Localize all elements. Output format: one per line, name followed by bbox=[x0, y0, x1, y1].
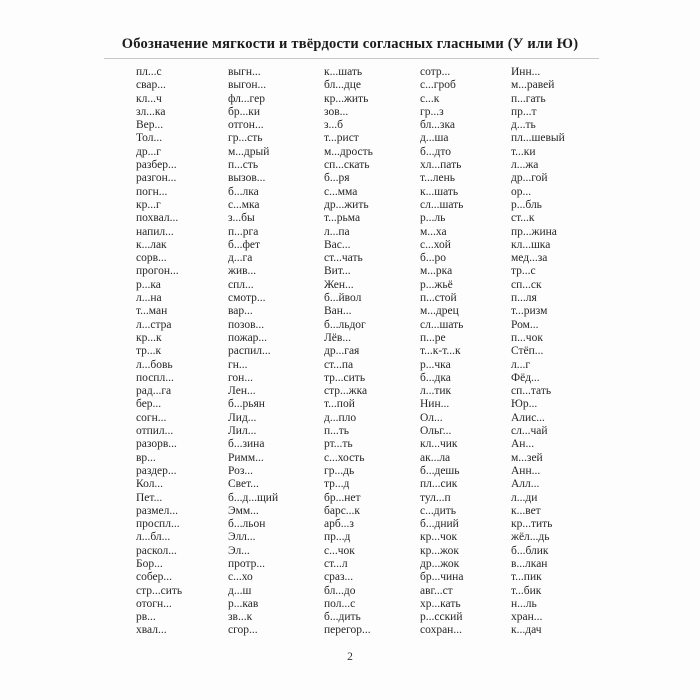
word-item: мед...за bbox=[511, 252, 548, 265]
word-item: ст...чать bbox=[324, 252, 363, 265]
word-item: Лен... bbox=[228, 385, 256, 398]
word-item: кл...шка bbox=[511, 238, 551, 251]
word-item: бл...до bbox=[324, 584, 356, 597]
word-item: р...ка bbox=[136, 278, 161, 291]
word-item: выгон... bbox=[228, 79, 267, 92]
word-column-4 bbox=[420, 66, 512, 638]
word-item: д...ть bbox=[511, 119, 536, 132]
word-item: барс...к bbox=[324, 504, 361, 517]
word-item: гон... bbox=[228, 371, 253, 384]
word-item: сп...тать bbox=[511, 385, 552, 398]
word-item: сп...скать bbox=[324, 159, 370, 172]
word-item: м...рка bbox=[420, 265, 453, 278]
word-item: разбер... bbox=[136, 159, 177, 172]
word-item: гр...дь bbox=[324, 464, 355, 477]
word-item: ст...па bbox=[324, 358, 354, 371]
word-item: кр...чок bbox=[420, 531, 458, 544]
word-item: хвал... bbox=[136, 624, 167, 637]
word-item: др...жок bbox=[420, 557, 460, 570]
word-item: раскол... bbox=[136, 544, 177, 557]
page-title: Обозначение мягкости и твёрдости согласных гласными (У или Ю) bbox=[121, 36, 579, 52]
word-item: др...гой bbox=[511, 172, 548, 185]
word-item: пл...с bbox=[136, 66, 162, 78]
word-item: сраз... bbox=[324, 571, 354, 584]
word-item: м...дрость bbox=[324, 145, 373, 158]
word-item: б...рьян bbox=[228, 398, 265, 411]
word-item: р...ль bbox=[420, 212, 446, 225]
word-item: стр...жка bbox=[324, 385, 368, 398]
word-item: Роз... bbox=[228, 464, 254, 477]
word-item: л...г bbox=[511, 358, 531, 371]
word-item: др...гая bbox=[324, 345, 360, 358]
word-item: Инн... bbox=[511, 66, 541, 78]
word-item: м...равей bbox=[511, 79, 555, 92]
word-item: Вер... bbox=[136, 119, 164, 132]
word-item: л...па bbox=[324, 225, 350, 238]
word-item: п...рга bbox=[228, 225, 259, 238]
word-item: рад...га bbox=[136, 385, 172, 398]
word-item: п...чок bbox=[511, 331, 543, 344]
word-item: п...стой bbox=[420, 292, 457, 305]
word-item: Лид... bbox=[228, 411, 257, 424]
word-item: б...дить bbox=[324, 611, 361, 624]
word-item: д...ша bbox=[420, 132, 449, 145]
word-item: бл...дце bbox=[324, 79, 362, 92]
word-item: м...дрец bbox=[420, 305, 459, 318]
word-item: раздер... bbox=[136, 464, 177, 477]
word-item: б...лка bbox=[228, 185, 259, 198]
word-item: разорв... bbox=[136, 438, 177, 451]
word-item: пожар... bbox=[228, 331, 268, 344]
word-item: в...лкан bbox=[511, 557, 548, 570]
word-item: сп...ск bbox=[511, 278, 542, 291]
word-item: кл...чик bbox=[420, 438, 458, 451]
word-item: б...дний bbox=[420, 518, 459, 531]
word-item: кр...жить bbox=[324, 92, 369, 105]
word-item: бр...ки bbox=[228, 105, 260, 118]
word-item: бр...чина bbox=[420, 571, 464, 584]
word-item: тр...к bbox=[136, 345, 162, 358]
word-item: перегор... bbox=[324, 624, 371, 637]
word-item: п...ть bbox=[324, 425, 350, 438]
word-item: Лёв... bbox=[324, 331, 351, 344]
word-item: Стёп... bbox=[511, 345, 544, 358]
word-column-5 bbox=[511, 66, 603, 638]
word-item: Бор... bbox=[136, 557, 163, 570]
word-item: б...зина bbox=[228, 438, 265, 451]
word-column-1 bbox=[136, 66, 228, 638]
word-item: кр...жок bbox=[420, 544, 459, 557]
word-column-2 bbox=[228, 66, 320, 638]
word-item: п...гать bbox=[511, 92, 546, 105]
word-item: б...льон bbox=[228, 518, 266, 531]
word-item: Жен... bbox=[324, 278, 354, 291]
word-item: Алл... bbox=[511, 478, 540, 491]
word-item: с...дить bbox=[420, 504, 457, 517]
word-item: б...ро bbox=[420, 252, 446, 265]
word-item: м...зей bbox=[511, 451, 543, 464]
word-item: Ван... bbox=[324, 305, 352, 318]
word-item: тр...с bbox=[511, 265, 536, 278]
word-item: л...тик bbox=[420, 385, 452, 398]
word-item: т...к-т...к bbox=[420, 345, 461, 358]
title-underline bbox=[104, 58, 599, 59]
word-item: б...йвол bbox=[324, 292, 362, 305]
word-item: Нин... bbox=[420, 398, 450, 411]
word-item: Ольг... bbox=[420, 425, 452, 438]
word-item: н...ль bbox=[511, 597, 537, 610]
word-item: б...дто bbox=[420, 145, 451, 158]
word-item: кр...тить bbox=[511, 518, 553, 531]
word-item: Эл... bbox=[228, 544, 250, 557]
word-item: проспл... bbox=[136, 518, 180, 531]
word-item: пл...сик bbox=[420, 478, 458, 491]
word-item: б...фет bbox=[228, 238, 261, 251]
word-item: бр...нет bbox=[324, 491, 361, 504]
word-item: т...пик bbox=[511, 571, 542, 584]
word-item: сл...шать bbox=[420, 318, 464, 331]
word-item: поспл... bbox=[136, 371, 174, 384]
word-item: т...ман bbox=[136, 305, 168, 318]
word-item: зв...к bbox=[228, 611, 253, 624]
word-item: гр...з bbox=[420, 105, 444, 118]
word-item: п...сть bbox=[228, 159, 259, 172]
word-item: зов... bbox=[324, 105, 349, 118]
word-item: сл...шать bbox=[420, 198, 464, 211]
word-item: Анн... bbox=[511, 464, 541, 477]
page-number: 2 bbox=[347, 651, 353, 663]
word-item: др...жить bbox=[324, 198, 369, 211]
word-item: Ром... bbox=[511, 318, 539, 331]
word-item: Алис... bbox=[511, 411, 545, 424]
word-item: р...кав bbox=[228, 597, 259, 610]
word-item: свар... bbox=[136, 79, 166, 92]
word-item: жёл...дь bbox=[511, 531, 550, 544]
word-item: пл...шевый bbox=[511, 132, 565, 145]
word-item: л...стра bbox=[136, 318, 172, 331]
word-item: бер... bbox=[136, 398, 162, 411]
word-item: с...чок bbox=[324, 544, 355, 557]
word-item: кр...к bbox=[136, 331, 162, 344]
word-item: арб...з bbox=[324, 518, 354, 531]
word-item: с...хой bbox=[420, 238, 451, 251]
word-item: пр...жина bbox=[511, 225, 557, 238]
word-item: отпил... bbox=[136, 425, 174, 438]
word-item: ор... bbox=[511, 185, 532, 198]
word-item: Лил... bbox=[228, 425, 257, 438]
word-item: д...га bbox=[228, 252, 253, 265]
word-item: похвал... bbox=[136, 212, 179, 225]
word-item: кр...г bbox=[136, 198, 161, 211]
word-item: сгор... bbox=[228, 624, 258, 637]
word-item: Свет... bbox=[228, 478, 259, 491]
word-item: согн... bbox=[136, 411, 167, 424]
word-item: хран... bbox=[511, 611, 543, 624]
word-item: гр...сть bbox=[228, 132, 263, 145]
word-item: Ол... bbox=[420, 411, 443, 424]
word-item: др...г bbox=[136, 145, 161, 158]
word-item: з...б bbox=[324, 119, 344, 132]
word-item: к...шать bbox=[324, 66, 363, 78]
word-item: л...ди bbox=[511, 491, 538, 504]
word-item: Римм... bbox=[228, 451, 264, 464]
word-item: кл...ч bbox=[136, 92, 162, 105]
word-item: л...на bbox=[136, 292, 162, 305]
word-item: зл...ка bbox=[136, 105, 166, 118]
word-item: Пет... bbox=[136, 491, 163, 504]
word-item: пр...д bbox=[324, 531, 351, 544]
word-item: с...хо bbox=[228, 571, 253, 584]
word-item: р...бль bbox=[511, 198, 542, 211]
word-item: т...бик bbox=[511, 584, 542, 597]
word-item: жив... bbox=[228, 265, 257, 278]
word-item: с...к bbox=[420, 92, 440, 105]
word-item: з...бы bbox=[228, 212, 255, 225]
word-item: Вас... bbox=[324, 238, 351, 251]
word-item: к...шать bbox=[420, 185, 459, 198]
word-item: л...бовь bbox=[136, 358, 173, 371]
word-item: ст...л bbox=[324, 557, 348, 570]
word-item: м...дрый bbox=[228, 145, 270, 158]
word-item: рт...ть bbox=[324, 438, 353, 451]
word-item: гн... bbox=[228, 358, 248, 371]
word-item: л...бл... bbox=[136, 531, 171, 544]
word-item: т...лень bbox=[420, 172, 456, 185]
word-item: распил... bbox=[228, 345, 271, 358]
word-item: Фёд... bbox=[511, 371, 540, 384]
word-item: разгон... bbox=[136, 172, 177, 185]
word-item: б...блик bbox=[511, 544, 549, 557]
word-item: тр...сить bbox=[324, 371, 366, 384]
word-item: прогон... bbox=[136, 265, 179, 278]
word-item: стр...сить bbox=[136, 584, 183, 597]
word-item: с...мма bbox=[324, 185, 358, 198]
word-item: т...рьма bbox=[324, 212, 361, 225]
word-item: авг...ст bbox=[420, 584, 453, 597]
word-item: выгн... bbox=[228, 66, 261, 78]
word-item: смотр... bbox=[228, 292, 266, 305]
word-item: рв... bbox=[136, 611, 156, 624]
word-item: б...дка bbox=[420, 371, 451, 384]
word-item: вр... bbox=[136, 451, 156, 464]
word-item: сохран... bbox=[420, 624, 462, 637]
word-item: л...жа bbox=[511, 159, 539, 172]
word-item: погн... bbox=[136, 185, 168, 198]
word-item: п...ля bbox=[511, 292, 537, 305]
word-item: бл...зка bbox=[420, 119, 455, 132]
word-item: тр...д bbox=[324, 478, 350, 491]
word-item: фл...гер bbox=[228, 92, 265, 105]
word-item: Эмм... bbox=[228, 504, 259, 517]
word-item: б...ря bbox=[324, 172, 350, 185]
word-item: пол...с bbox=[324, 597, 356, 610]
word-item: р...чка bbox=[420, 358, 451, 371]
word-item: б...дешь bbox=[420, 464, 460, 477]
word-item: ак...ла bbox=[420, 451, 451, 464]
word-item: вызов... bbox=[228, 172, 266, 185]
word-item: Вит... bbox=[324, 265, 351, 278]
word-item: т...рист bbox=[324, 132, 359, 145]
word-item: с...гроб bbox=[420, 79, 456, 92]
word-item: сорв... bbox=[136, 252, 167, 265]
word-item: с...мка bbox=[228, 198, 260, 211]
word-item: б...льдог bbox=[324, 318, 366, 331]
word-item: к...лак bbox=[136, 238, 167, 251]
word-item: собер... bbox=[136, 571, 173, 584]
word-item: т...ризм bbox=[511, 305, 548, 318]
word-item: р...жьё bbox=[420, 278, 453, 291]
word-item: размел... bbox=[136, 504, 178, 517]
word-item: Ан... bbox=[511, 438, 535, 451]
word-item: Юр... bbox=[511, 398, 538, 411]
word-item: с...хость bbox=[324, 451, 365, 464]
word-column-3 bbox=[324, 66, 416, 638]
word-item: пр...т bbox=[511, 105, 537, 118]
word-item: хр...кать bbox=[420, 597, 461, 610]
word-item: отогн... bbox=[136, 597, 172, 610]
word-item: тул...п bbox=[420, 491, 451, 504]
word-item: т...ки bbox=[511, 145, 536, 158]
word-item: отгон... bbox=[228, 119, 264, 132]
word-columns bbox=[0, 66, 700, 646]
word-item: ст...к bbox=[511, 212, 535, 225]
word-item: б...д...щий bbox=[228, 491, 279, 504]
word-item: сотр... bbox=[420, 66, 451, 78]
word-item: Кол... bbox=[136, 478, 164, 491]
word-item: напил... bbox=[136, 225, 174, 238]
word-item: к...вет bbox=[511, 504, 541, 517]
word-item: хл...пать bbox=[420, 159, 462, 172]
word-item: п...ре bbox=[420, 331, 446, 344]
word-item: Тол... bbox=[136, 132, 163, 145]
word-item: к...дач bbox=[511, 624, 542, 637]
word-item: протр... bbox=[228, 557, 266, 570]
word-item: т...пой bbox=[324, 398, 355, 411]
word-item: д...ш bbox=[228, 584, 252, 597]
word-item: р...сский bbox=[420, 611, 463, 624]
word-item: спл... bbox=[228, 278, 254, 291]
word-item: сл...чай bbox=[511, 425, 548, 438]
word-item: м...ха bbox=[420, 225, 447, 238]
word-item: вар... bbox=[228, 305, 253, 318]
word-item: Элл... bbox=[228, 531, 256, 544]
word-item: позов... bbox=[228, 318, 265, 331]
word-item: д...пло bbox=[324, 411, 357, 424]
